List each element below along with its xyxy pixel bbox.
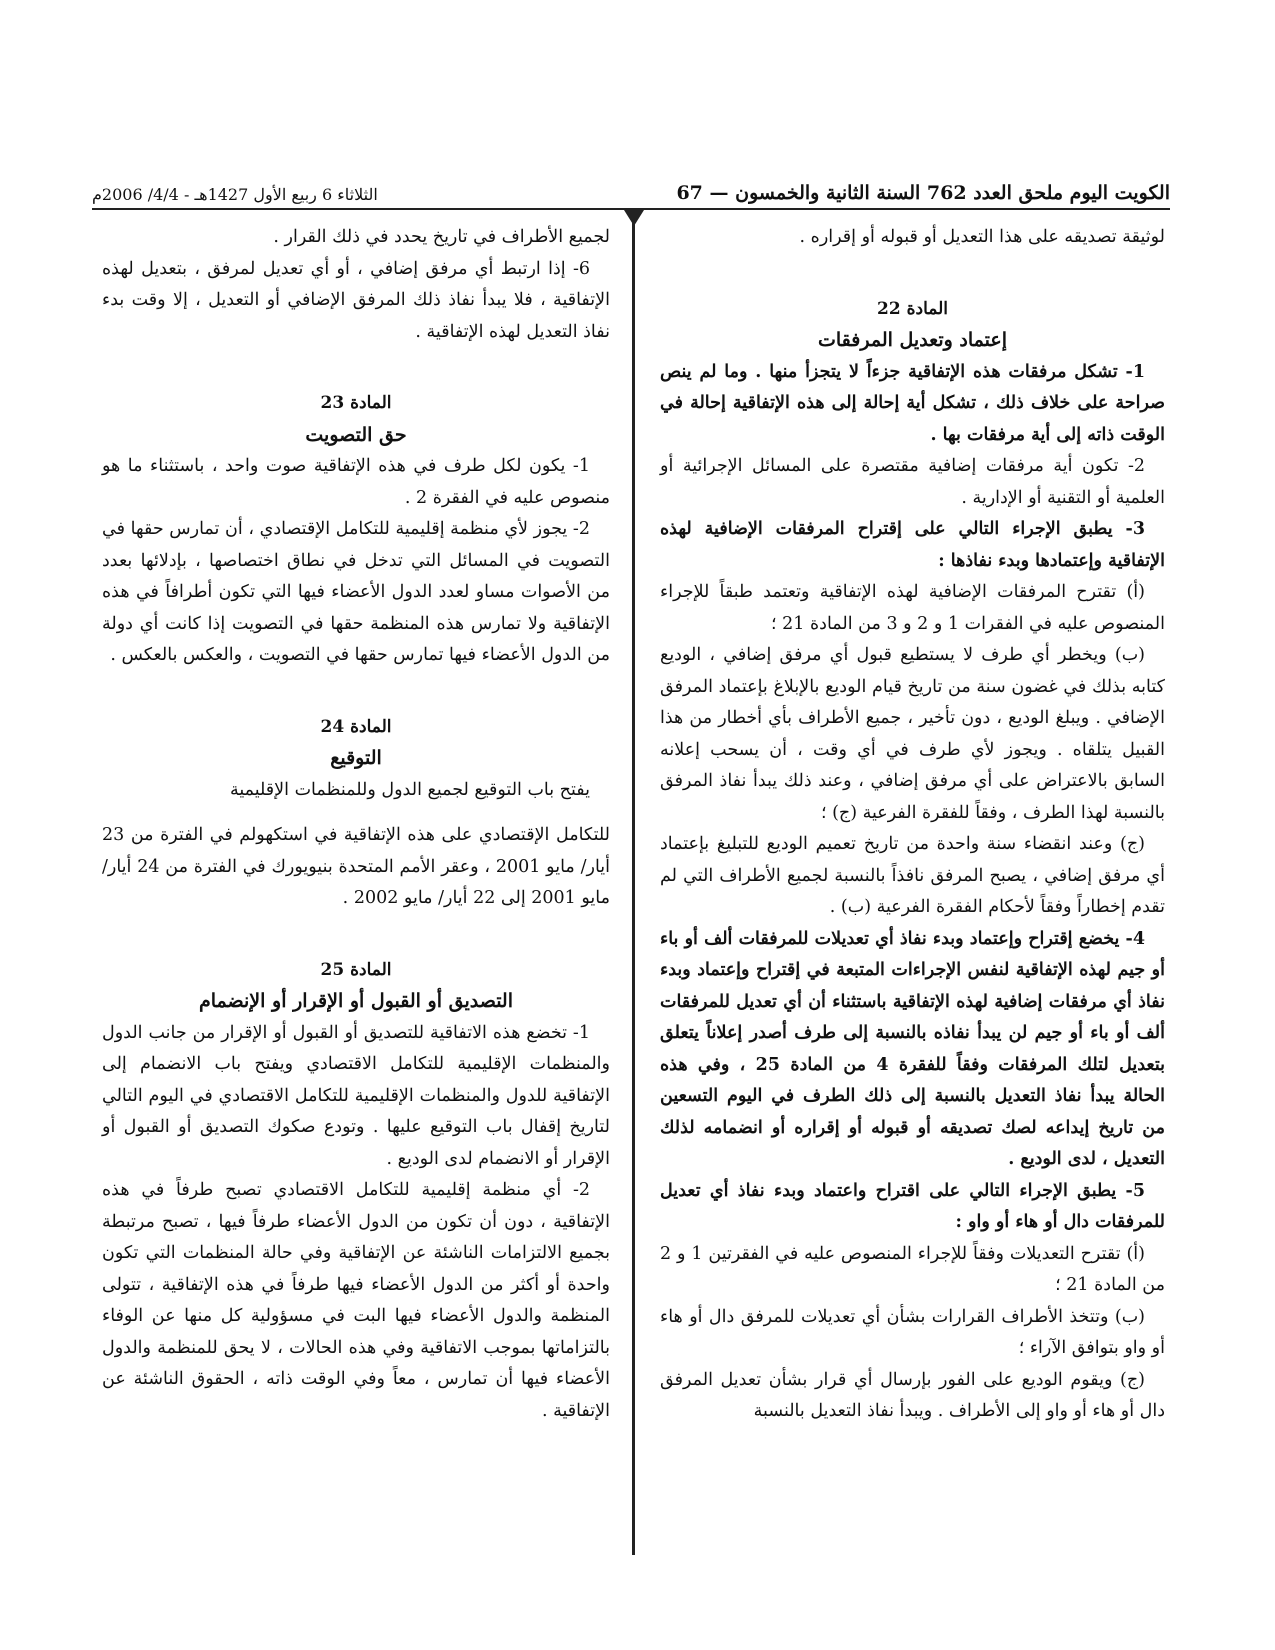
article-22-paragraph-2: 2- تكون أية مرفقات إضافية مقتصرة على المسائل الإجرائية أو العلمية أو التقنية أو الإدارية .	[660, 456, 1165, 508]
page-header	[92, 168, 1170, 210]
article-25-number: المادة 25	[320, 959, 392, 980]
article-22-paragraph-5c: (ج) ويقوم الوديع على الفور بإرسال أي قرار بشأن تعديل المرفق دال أو هاء أو واو إلى الأطراف . ويبدأ نفاذ التعديل بالنسبة	[660, 1369, 1165, 1421]
article-22-paragraph-1: 1- تشكل مرفقات هذه الإتفاقية جزءاً لا يتجزأ منها . وما لم ينص صراحة على خلاف ذلك ، تشكل أية إحالة إلى هذه الإتفاقية إحالة في الوقت ذاته إلى أية مرفقات بها .	[660, 361, 1165, 445]
article-22-paragraph-5a: (أ) تقترح التعديلات وفقاً للإجراء المنصوص عليه في الفقرتين 1 و 2 من المادة 21 ؛	[660, 1243, 1165, 1295]
article-23-paragraph-2: 2- يجوز لأي منظمة إقليمية للتكامل الإقتصادي ، أن تمارس حقها في التصويت في المسائل التي تدخل في نطاق اختصاصها ، بإدلائها بعدد من الأصوات مساو لعدد الدول الأعضاء فيها التي تكون أطرافاً في هذه الإتفاقية ولا تمارس هذه المنظمة حقها في التصويت إذا كانت أي دولة من الدول الأعضاء فيها تمارس حقها في التصويت ، والعكس بالعكس .	[102, 519, 610, 665]
article-23-title: حق التصويت	[305, 423, 407, 446]
continuation-paragraph-left: لجميع الأطراف في تاريخ يحدد في ذلك القرار .	[273, 227, 610, 247]
article-24-paragraph-2: للتكامل الإقتصادي على هذه الإتفاقية في استكهولم في الفترة من 23 أيار/ مايو 2001 ، وعقر الأمم المتحدة بنيويورك في الفترة من 24 أيار/ مايو 2001 إلى 22 أيار/ مايو 2002 .	[102, 825, 611, 908]
article-22-paragraph-3: 3- يطبق الإجراء التالي على إقتراح المرفقات الإضافية لهذه الإتفاقية وإعتمادها وبدء نفاذها :	[660, 519, 1165, 571]
header-publication: الكويت اليوم ملحق العدد 762 السنة الثانية والخمسون — 67	[676, 182, 1170, 204]
article-23-number: المادة 23	[320, 393, 392, 413]
article-24-paragraph-1: يفتح باب التوقيع لجميع الدول وللمنظمات الإقليمية	[229, 779, 590, 800]
article-22-paragraph-5b: (ب) وتتخذ الأطراف القرارات بشأن أي تعديلات للمرفق دال أو هاء أو واو بتوافق الآراء ؛	[660, 1306, 1165, 1358]
article-25-title: التصديق أو القبول أو الإقرار أو الإنضمام	[198, 990, 514, 1012]
article-24-number: المادة 24	[320, 716, 392, 737]
article-25-paragraph-1: 1- تخضع هذه الاتفاقية للتصديق أو القبول أو الإقرار من جانب الدول والمنظمات الإقليمية للتكامل الاقتصادي ويفتح باب الانضمام إلى الإتفاقية للدول والمنظمات الإقليمية للتكامل الاقتصادي في اليوم التالي لتاريخ إقفال باب التوقيع عليها . وتودع صكوك التصديق أو القبول أو الإقرار أو الانضمام لدى الوديع .	[102, 1022, 610, 1169]
article-22-paragraph-3a: (أ) تقترح المرفقات الإضافية لهذه الإتفاقية وتعتمد طبقاً للإجراء المنصوص عليه في الفقرات 1 و 2 و 3 من المادة 21 ؛	[660, 582, 1165, 634]
article-22-paragraph-3c: (ج) وعند انقضاء سنة واحدة من تاريخ تعميم الوديع للتبليغ بإعتماد أي مرفق إضافي ، يصبح المرفق نافذاً بالنسبة لجميع الأطراف التي لم تقدم إخطاراً وفقاً لأحكام الفقرة الفرعية (ب) .	[660, 834, 1165, 917]
header-date: الثلاثاء 6 ربيع الأول 1427هـ - 4/4/ 2006م	[92, 185, 378, 204]
article-24-title: التوقيع	[330, 747, 382, 769]
continuation-paragraph: لوثيقة تصديقه على هذا التعديل أو قبوله أو إقراره .	[799, 227, 1165, 247]
article-23-paragraph-1: 1- يكون لكل طرف في هذه الإتفاقية صوت واحد ، باستثناء ما هو منصوص عليه في الفقرة 2 .	[102, 456, 610, 508]
right-column	[660, 222, 1165, 1428]
left-column	[102, 222, 610, 1427]
article-22-paragraph-6: 6- إذا ارتبط أي مرفق إضافي ، أو أي تعديل لمرفق ، بتعديل لهذه الإتفاقية ، فلا يبدأ نفاذ ذلك المرفق الإضافي أو التعديل ، إلا وقت بدء نفاذ التعديل لهذه الإتفاقية .	[102, 258, 610, 342]
column-divider	[632, 215, 635, 1555]
article-25-paragraph-2: 2- أي منظمة إقليمية للتكامل الاقتصادي تصبح طرفاً في هذه الإتفاقية ، دون أن تكون من الدول الأعضاء طرفاً فيها ، تصبح مرتبطة بجميع الالتزامات الناشئة عن الإتفاقية وفي حالة المنظمات التي تكون واحدة أو أكثر من الدول الأعضاء فيها طرفاً في هذه الإتفاقية ، تتولى المنظمة والدول الأعضاء فيها البت في مسؤولية كل منها عن الوفاء بالتزاماتها بموجب الاتفاقية وفي هذه الحالات ، لا يحق للمنظمة والدول الأعضاء فيها أن تمارس ، معاً وفي الوقت ذاته ، الحقوق الناشئة عن الإتفاقية .	[102, 1180, 610, 1421]
article-22-title: إعتماد وتعديل المرفقات	[818, 329, 1007, 351]
article-22-number: المادة 22	[877, 298, 948, 319]
article-22-paragraph-4: 4- يخضع إقتراح وإعتماد وبدء نفاذ أي تعديلات للمرفقات ألف أو باء أو جيم لهذه الإتفاقية لنفس الإجراءات المتبعة في إقتراح وإعتماد وبدء نفاذ أي مرفقات إضافية لهذه الإتفاقية باستثناء أن أي تعديل للمرفقات ألف أو باء أو جيم لن يبدأ نفاذه بالنسبة إلى طرف أصدر إعلاناً يتعلق بتعديل لتلك المرفقات وفقاً للفقرة 4 من المادة 25 ، وفي هذه الحالة يبدأ نفاذ التعديل بالنسبة إلى ذلك الطرف في اليوم التسعين من تاريخ إيداعه لصك تصديقه أو قبوله أو إقراره أو انضمامه لذلك التعديل ، لدى الوديع .	[660, 928, 1165, 1169]
article-22-paragraph-5: 5- يطبق الإجراء التالي على اقتراح واعتماد وبدء نفاذ أي تعديل للمرفقات دال أو هاء أو واو :	[660, 1180, 1165, 1232]
article-22-paragraph-3b: (ب) ويخطر أي طرف لا يستطيع قبول أي مرفق إضافي ، الوديع كتابه بذلك في غضون سنة من تاريخ قيام الوديع بالإبلاغ بإعتماد المرفق الإضافي . ويبلغ الوديع ، دون تأخير ، جميع الأطراف بأي أخطار من هذا القبيل يتلقاه . ويجوز لأي طرف في أي وقت ، أن يسحب إعلانه السابق بالاعتراض على أي مرفق إضافي ، وعند ذلك يبدأ نفاذ المرفق بالنسبة لهذا الطرف ، وفقاً للفقرة الفرعية (ج) ؛	[660, 645, 1165, 823]
